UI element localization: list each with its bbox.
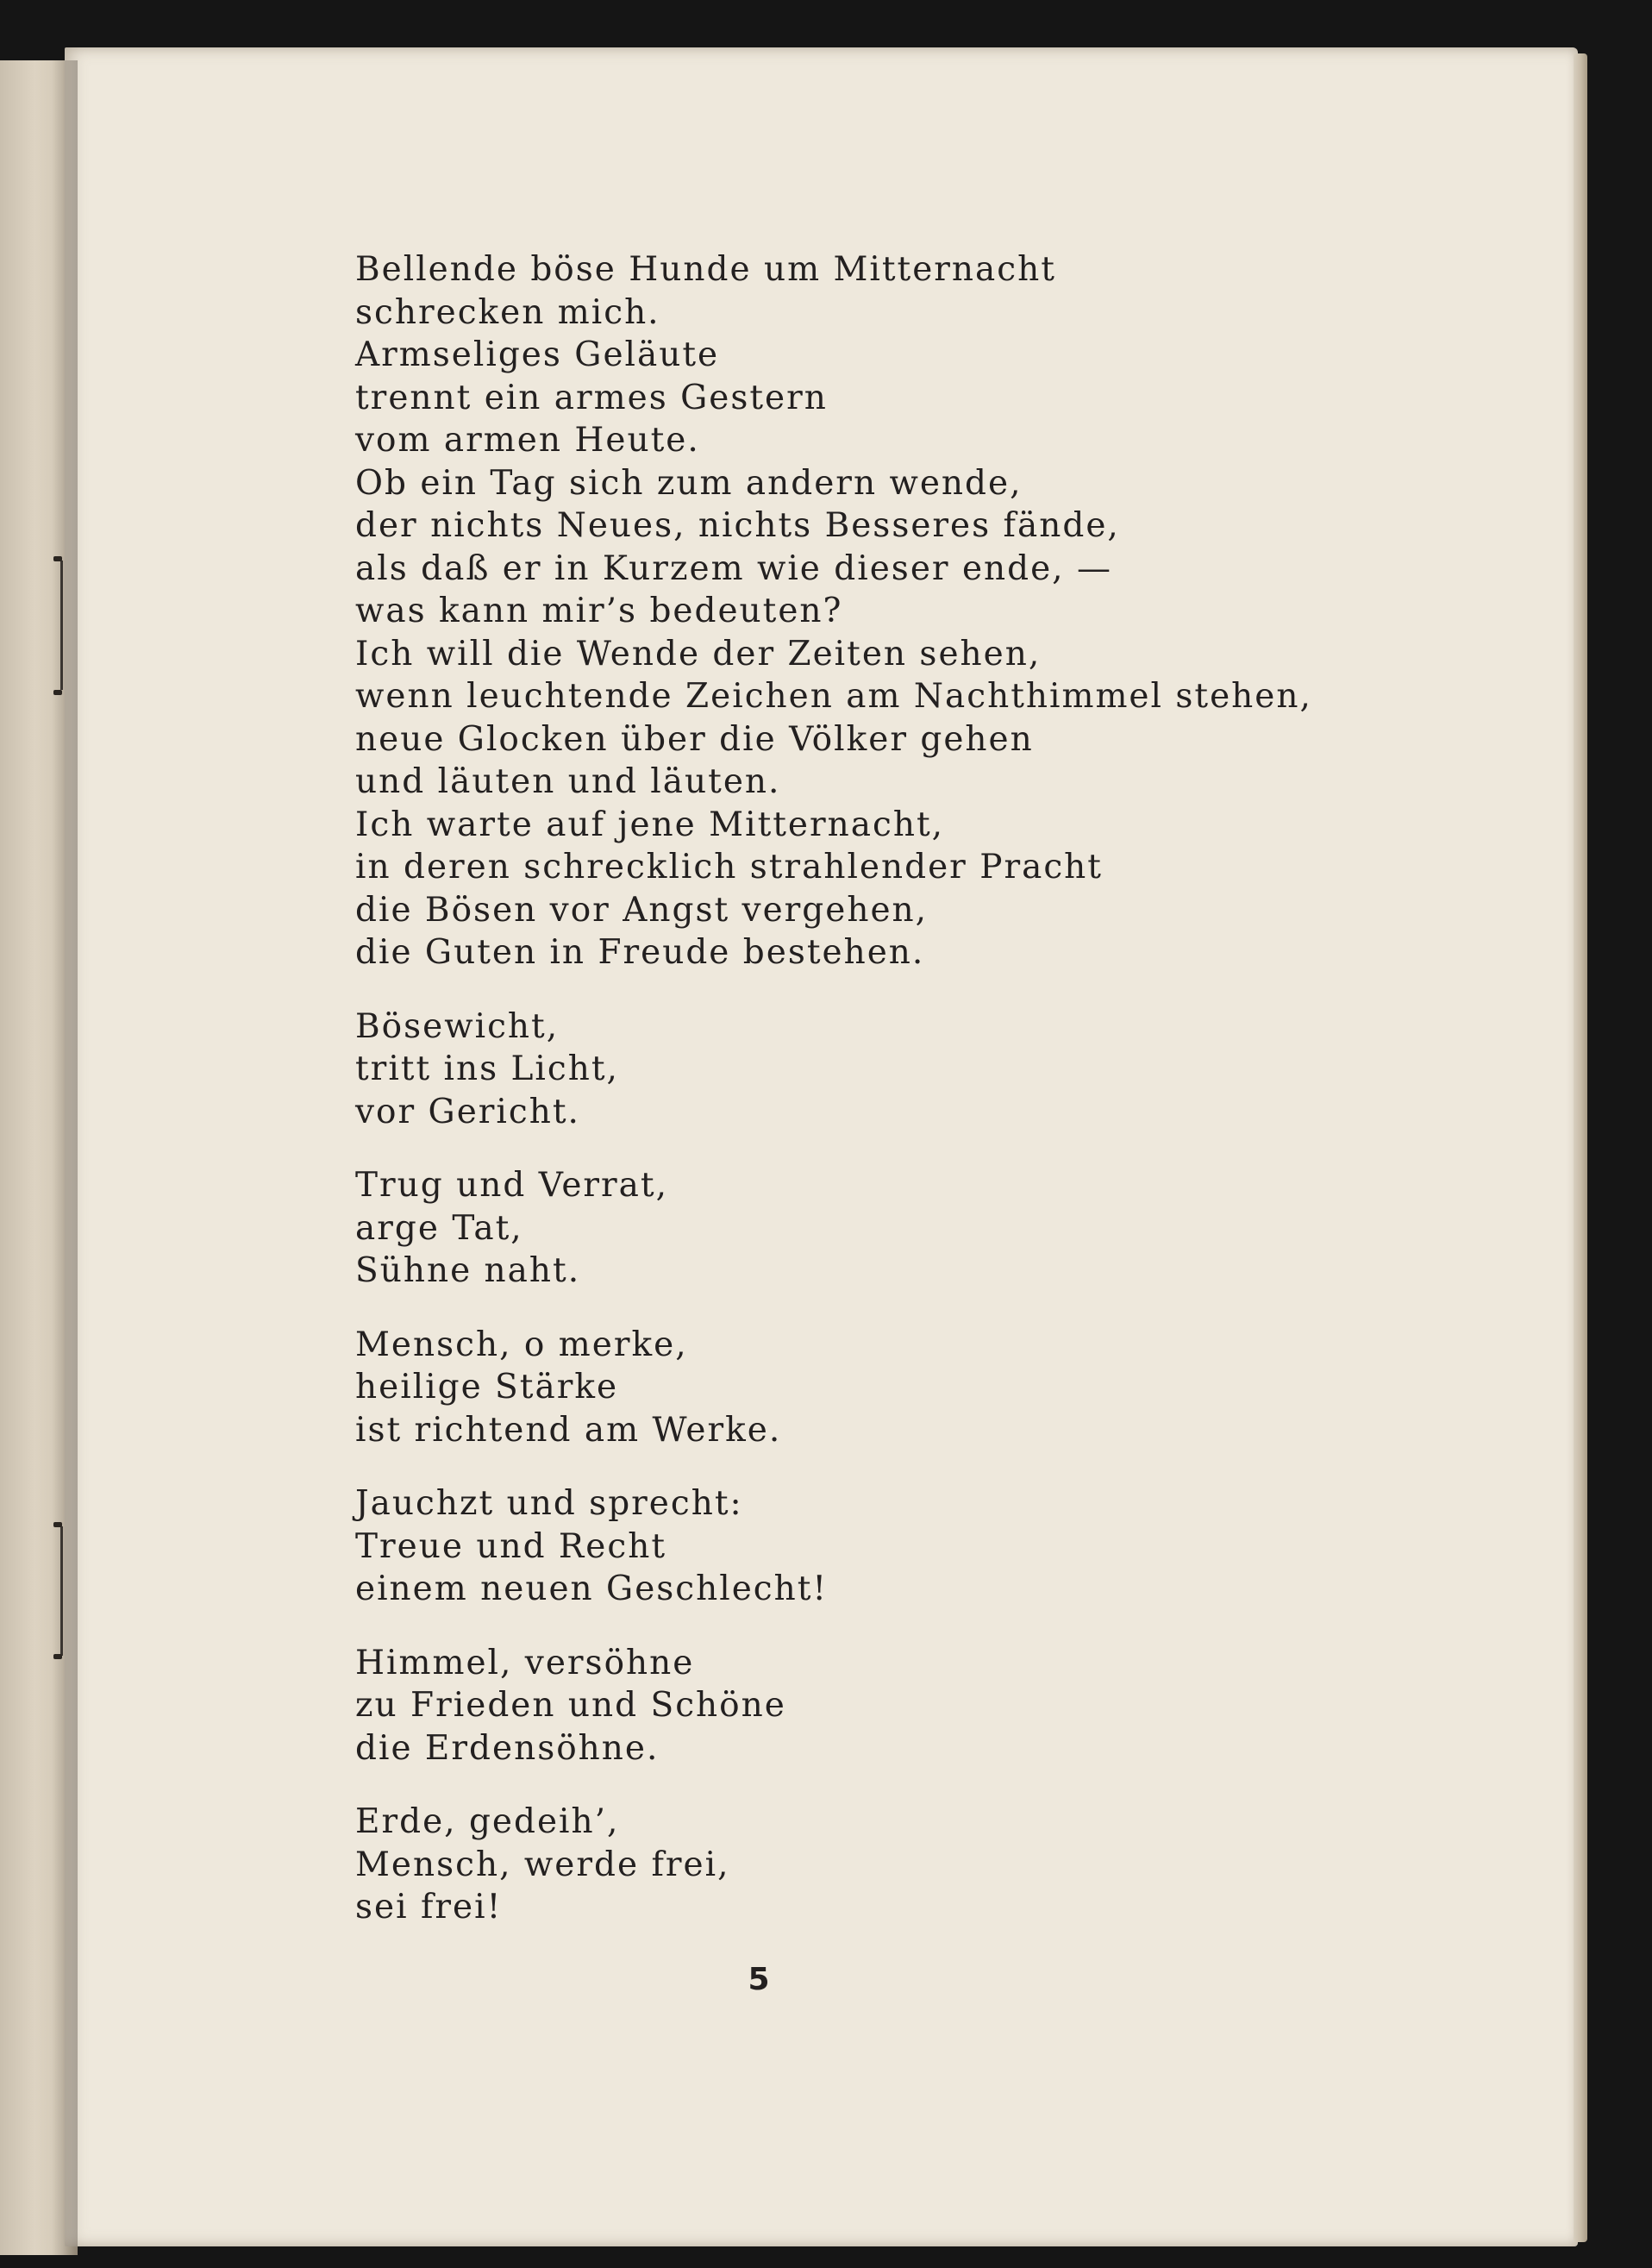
poem-line: heilige Stärke — [355, 1368, 619, 1407]
poem-line: Bellende böse Hunde um Mitternacht — [355, 250, 1056, 289]
poem-line: und läuten und läuten. — [355, 762, 781, 801]
poem-line: einem neuen Geschlecht! — [355, 1569, 829, 1608]
poem-line: arge Tat, — [355, 1208, 523, 1248]
poem-line: Armseliges Geläute — [355, 335, 720, 374]
poem-line: Erde, gedeih’, — [355, 1802, 620, 1841]
poem-line: der nichts Neues, nichts Besseres fände, — [355, 506, 1120, 545]
page-number: 5 — [748, 1962, 770, 1997]
poem-line: Ich will die Wende der Zeiten sehen, — [355, 634, 1042, 674]
stanza-7 — [355, 1801, 1545, 1929]
poem-line: Treue und Recht — [355, 1526, 667, 1566]
poem-line: Ob ein Tag sich zum andern wende, — [355, 463, 1023, 503]
poem-line: Ich warte auf jene Mitternacht, — [355, 805, 945, 844]
stanza-3 — [355, 1164, 1545, 1293]
poem-line: Trug und Verrat, — [355, 1166, 669, 1205]
poem-line: schrecken mich. — [355, 292, 660, 332]
poem-line: die Guten in Freude bestehen. — [355, 933, 925, 972]
binding-stitch-mark — [53, 690, 62, 695]
poem-line: sei frei! — [355, 1888, 503, 1927]
poem-line: ist richtend am Werke. — [355, 1410, 782, 1450]
stanza-5 — [355, 1482, 1545, 1611]
stanza-6 — [355, 1642, 1545, 1770]
poem-line: Mensch, werde frei, — [355, 1845, 730, 1884]
binding-stitch-mark — [53, 1522, 62, 1527]
binding-stitch — [60, 561, 63, 690]
poem-line: vom armen Heute. — [355, 421, 700, 460]
poem-line: vor Gericht. — [355, 1092, 580, 1131]
poem-line: trennt ein armes Gestern — [355, 378, 828, 417]
binding-stitch-mark — [53, 556, 62, 561]
poem-line: Mensch, o merke, — [355, 1325, 688, 1364]
poem-line: die Erdensöhne. — [355, 1728, 660, 1768]
poem-line: Sühne naht. — [355, 1251, 581, 1290]
poem-line: in deren schrecklich strahlender Pracht — [355, 848, 1103, 887]
poem-line: als daß er in Kurzem wie dieser ende, — — [355, 548, 1112, 588]
poem-text — [355, 248, 1545, 1929]
stanza-1 — [355, 248, 1545, 974]
poem-line: neue Glocken über die Völker gehen — [355, 719, 1034, 759]
binding-stitch — [60, 1526, 63, 1656]
poem-line: wenn leuchtende Zeichen am Nachthimmel stehen, — [355, 677, 1312, 716]
poem-line: tritt ins Licht, — [355, 1049, 619, 1088]
stanza-2 — [355, 1006, 1545, 1134]
poem-line: Jauchzt und sprecht: — [355, 1484, 743, 1523]
poem-line: was kann mir’s bedeuten? — [355, 592, 843, 630]
stanza-4 — [355, 1324, 1545, 1452]
poem-line: die Bösen vor Angst vergehen, — [355, 890, 929, 930]
poem-line: zu Frieden und Schöne — [355, 1686, 786, 1725]
poem-line: Himmel, versöhne — [355, 1643, 695, 1682]
page-edge — [1574, 53, 1587, 2242]
poem-line: Bösewicht, — [355, 1006, 560, 1046]
binding-stitch-mark — [53, 1654, 62, 1659]
gutter-shadow — [52, 60, 78, 2255]
